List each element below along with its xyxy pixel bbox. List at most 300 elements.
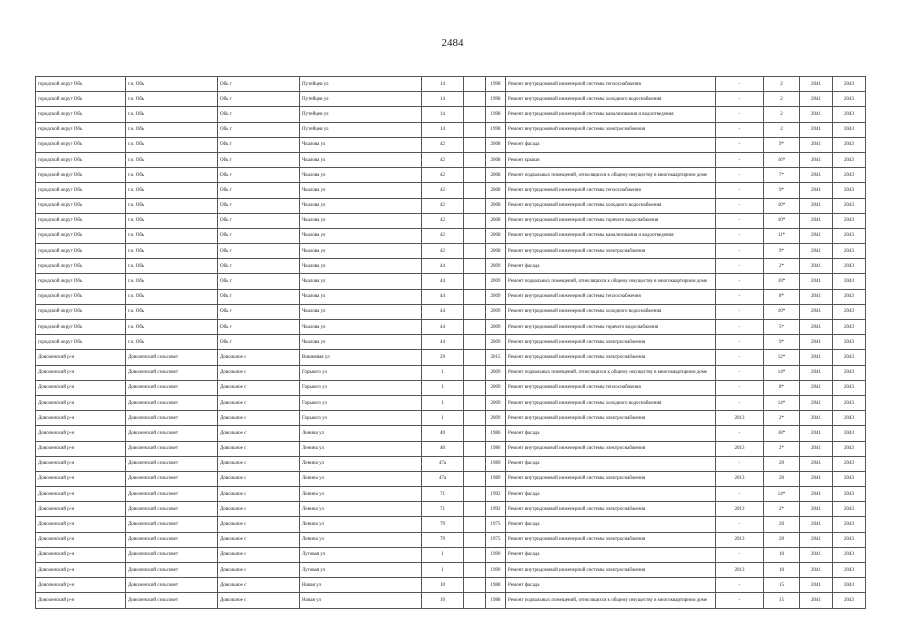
house-number-cell: 29 (422, 350, 464, 365)
building-cell (464, 563, 486, 578)
work-type-cell: Ремонт фасада (506, 456, 716, 471)
wear-cell: 10 (764, 563, 800, 578)
settlement-cell: Обь г (218, 213, 300, 228)
last-repair-year-cell: - (716, 547, 764, 562)
building-cell (464, 380, 486, 395)
settlement-cell: Обь г (218, 107, 300, 122)
municipality-cell: Доволенский сельсовет (126, 578, 218, 593)
district-cell: Доволенский р-н (36, 487, 126, 502)
end-year-cell: 2043 (833, 304, 866, 319)
wear-cell: 10* (764, 274, 800, 289)
last-repair-year-cell: 2013 (716, 441, 764, 456)
street-cell: Чкалова ул (300, 289, 422, 304)
settlement-cell: Довольное с (218, 441, 300, 456)
building-cell (464, 532, 486, 547)
start-year-cell: 2041 (800, 274, 833, 289)
work-type-cell: Ремонт фасада (506, 137, 716, 152)
house-number-cell: 71 (422, 502, 464, 517)
year-built-cell: 2008 (486, 168, 506, 183)
wear-cell: 2 (764, 77, 800, 92)
table-row (36, 183, 866, 198)
work-type-cell: Ремонт внутридомовой инженерной системы электроснабжения (506, 244, 716, 259)
street-cell: Ленина ул (300, 487, 422, 502)
street-cell: Новая ул (300, 578, 422, 593)
district-cell: городской округ Обь (36, 228, 126, 243)
year-built-cell: 2008 (486, 183, 506, 198)
district-cell: городской округ Обь (36, 92, 126, 107)
district-cell: Доволенский р-н (36, 532, 126, 547)
settlement-cell: Довольное с (218, 365, 300, 380)
end-year-cell: 2043 (833, 395, 866, 410)
district-cell: городской округ Обь (36, 137, 126, 152)
municipality-cell: г.о. Обь (126, 92, 218, 107)
building-cell (464, 593, 486, 608)
street-cell: Ленина ул (300, 441, 422, 456)
house-number-cell: 40 (422, 441, 464, 456)
wear-cell: 14* (764, 487, 800, 502)
start-year-cell: 2041 (800, 517, 833, 532)
end-year-cell: 2043 (833, 213, 866, 228)
municipality-cell: Доволенский сельсовет (126, 365, 218, 380)
table-body (36, 77, 866, 609)
house-number-cell: 42 (422, 137, 464, 152)
start-year-cell: 2041 (800, 77, 833, 92)
end-year-cell: 2043 (833, 502, 866, 517)
municipality-cell: Доволенский сельсовет (126, 395, 218, 410)
last-repair-year-cell: - (716, 578, 764, 593)
start-year-cell: 2041 (800, 350, 833, 365)
table-row (36, 563, 866, 578)
year-built-cell: 1998 (486, 92, 506, 107)
work-type-cell: Ремонт фасада (506, 426, 716, 441)
start-year-cell: 2041 (800, 228, 833, 243)
municipality-cell: г.о. Обь (126, 137, 218, 152)
municipality-cell: Доволенский сельсовет (126, 547, 218, 562)
settlement-cell: Обь г (218, 304, 300, 319)
district-cell: городской округ Обь (36, 335, 126, 350)
municipality-cell: г.о. Обь (126, 259, 218, 274)
end-year-cell: 2043 (833, 456, 866, 471)
house-number-cell: 1 (422, 380, 464, 395)
last-repair-year-cell: - (716, 259, 764, 274)
wear-cell: 9* (764, 335, 800, 350)
street-cell: Новая ул (300, 593, 422, 608)
municipality-cell: г.о. Обь (126, 228, 218, 243)
start-year-cell: 2041 (800, 183, 833, 198)
work-type-cell: Ремонт фасада (506, 547, 716, 562)
year-built-cell: 2009 (486, 304, 506, 319)
end-year-cell: 2043 (833, 92, 866, 107)
wear-cell: 12* (764, 350, 800, 365)
wear-cell: 2 (764, 122, 800, 137)
building-cell (464, 426, 486, 441)
municipality-cell: Доволенский сельсовет (126, 426, 218, 441)
settlement-cell: Обь г (218, 274, 300, 289)
year-built-cell: 2008 (486, 228, 506, 243)
start-year-cell: 2041 (800, 578, 833, 593)
table-row (36, 532, 866, 547)
street-cell: Чкалова ул (300, 183, 422, 198)
settlement-cell: Обь г (218, 137, 300, 152)
street-cell: Ленина ул (300, 456, 422, 471)
building-cell (464, 350, 486, 365)
work-type-cell: Ремонт подвальных помещений, относящихся к общему имуществу в многоквартирном доме (506, 274, 716, 289)
street-cell: Горького ул (300, 395, 422, 410)
year-built-cell: 2009 (486, 274, 506, 289)
year-built-cell: 2008 (486, 198, 506, 213)
district-cell: городской округ Обь (36, 152, 126, 167)
building-cell (464, 517, 486, 532)
building-cell (464, 198, 486, 213)
municipality-cell: г.о. Обь (126, 304, 218, 319)
start-year-cell: 2041 (800, 213, 833, 228)
street-cell: Ленина ул (300, 517, 422, 532)
street-cell: Путейцев ул (300, 77, 422, 92)
end-year-cell: 2043 (833, 77, 866, 92)
table-row (36, 502, 866, 517)
end-year-cell: 2043 (833, 380, 866, 395)
end-year-cell: 2043 (833, 137, 866, 152)
building-cell (464, 320, 486, 335)
year-built-cell: 2008 (486, 152, 506, 167)
start-year-cell: 2041 (800, 456, 833, 471)
settlement-cell: Обь г (218, 289, 300, 304)
table-row (36, 228, 866, 243)
end-year-cell: 2043 (833, 228, 866, 243)
table-row (36, 380, 866, 395)
wear-cell: 2 (764, 92, 800, 107)
year-built-cell: 2009 (486, 365, 506, 380)
repair-schedule-table (35, 76, 866, 609)
settlement-cell: Довольное с (218, 411, 300, 426)
settlement-cell: Обь г (218, 183, 300, 198)
street-cell: Путейцев ул (300, 122, 422, 137)
building-cell (464, 183, 486, 198)
year-built-cell: 1992 (486, 502, 506, 517)
table-row (36, 456, 866, 471)
building-cell (464, 168, 486, 183)
last-repair-year-cell: 2013 (716, 532, 764, 547)
district-cell: городской округ Обь (36, 213, 126, 228)
wear-cell: 20 (764, 517, 800, 532)
last-repair-year-cell: - (716, 456, 764, 471)
street-cell: Чкалова ул (300, 304, 422, 319)
house-number-cell: 14 (422, 77, 464, 92)
table-row (36, 244, 866, 259)
year-built-cell: 1990 (486, 563, 506, 578)
municipality-cell: Доволенский сельсовет (126, 411, 218, 426)
house-number-cell: 42 (422, 198, 464, 213)
work-type-cell: Ремонт подвальных помещений, относящихся к общему имуществу в многоквартирном доме (506, 168, 716, 183)
work-type-cell: Ремонт фасада (506, 517, 716, 532)
last-repair-year-cell: - (716, 487, 764, 502)
end-year-cell: 2043 (833, 487, 866, 502)
year-built-cell: 1998 (486, 122, 506, 137)
settlement-cell: Обь г (218, 77, 300, 92)
building-cell (464, 228, 486, 243)
building-cell (464, 502, 486, 517)
wear-cell: 10* (764, 198, 800, 213)
year-built-cell: 1986 (486, 441, 506, 456)
wear-cell: 10* (764, 213, 800, 228)
settlement-cell: Обь г (218, 152, 300, 167)
district-cell: городской округ Обь (36, 259, 126, 274)
wear-cell: 2* (764, 411, 800, 426)
street-cell: Чкалова ул (300, 274, 422, 289)
table-row (36, 517, 866, 532)
start-year-cell: 2041 (800, 304, 833, 319)
district-cell: Доволенский р-н (36, 517, 126, 532)
last-repair-year-cell: - (716, 183, 764, 198)
house-number-cell: 79 (422, 532, 464, 547)
municipality-cell: г.о. Обь (126, 320, 218, 335)
last-repair-year-cell: - (716, 77, 764, 92)
work-type-cell: Ремонт подвальных помещений, относящихся к общему имуществу в многоквартирном доме (506, 365, 716, 380)
start-year-cell: 2041 (800, 395, 833, 410)
wear-cell: 9* (764, 183, 800, 198)
year-built-cell: 2009 (486, 335, 506, 350)
table-row (36, 593, 866, 608)
start-year-cell: 2041 (800, 335, 833, 350)
start-year-cell: 2041 (800, 426, 833, 441)
table-row (36, 365, 866, 380)
wear-cell: 15 (764, 593, 800, 608)
house-number-cell: 1 (422, 395, 464, 410)
year-built-cell: 2009 (486, 395, 506, 410)
last-repair-year-cell: - (716, 213, 764, 228)
last-repair-year-cell: - (716, 228, 764, 243)
street-cell: Путейцев ул (300, 107, 422, 122)
street-cell: Чкалова ул (300, 198, 422, 213)
work-type-cell: Ремонт внутридомовой инженерной системы электроснабжения (506, 563, 716, 578)
last-repair-year-cell: - (716, 517, 764, 532)
start-year-cell: 2041 (800, 380, 833, 395)
last-repair-year-cell: - (716, 274, 764, 289)
table-row (36, 122, 866, 137)
settlement-cell: Довольное с (218, 517, 300, 532)
street-cell: Горького ул (300, 380, 422, 395)
house-number-cell: 42 (422, 183, 464, 198)
street-cell: Чкалова ул (300, 335, 422, 350)
house-number-cell: 42 (422, 228, 464, 243)
work-type-cell: Ремонт фасада (506, 259, 716, 274)
work-type-cell: Ремонт крыши (506, 152, 716, 167)
district-cell: городской округ Обь (36, 320, 126, 335)
year-built-cell: 2008 (486, 137, 506, 152)
end-year-cell: 2043 (833, 274, 866, 289)
house-number-cell: 40 (422, 426, 464, 441)
municipality-cell: Доволенский сельсовет (126, 441, 218, 456)
table-row (36, 289, 866, 304)
work-type-cell: Ремонт внутридомовой инженерной системы электроснабжения (506, 411, 716, 426)
municipality-cell: Доволенский сельсовет (126, 517, 218, 532)
work-type-cell: Ремонт внутридомовой инженерной системы теплоснабжения (506, 77, 716, 92)
year-built-cell: 2009 (486, 320, 506, 335)
work-type-cell: Ремонт внутридомовой инженерной системы горячего водоснабжения (506, 320, 716, 335)
year-built-cell: 1998 (486, 77, 506, 92)
street-cell: Чкалова ул (300, 244, 422, 259)
district-cell: Доволенский р-н (36, 456, 126, 471)
last-repair-year-cell: 2013 (716, 563, 764, 578)
street-cell: Ленина ул (300, 502, 422, 517)
municipality-cell: г.о. Обь (126, 274, 218, 289)
wear-cell: 7* (764, 168, 800, 183)
start-year-cell: 2041 (800, 152, 833, 167)
work-type-cell: Ремонт внутридомовой инженерной системы канализования и водоотведения (506, 107, 716, 122)
table-row (36, 137, 866, 152)
settlement-cell: Обь г (218, 198, 300, 213)
last-repair-year-cell: - (716, 350, 764, 365)
last-repair-year-cell: - (716, 107, 764, 122)
building-cell (464, 77, 486, 92)
house-number-cell: 44 (422, 304, 464, 319)
year-built-cell: 2008 (486, 244, 506, 259)
street-cell: Горького ул (300, 411, 422, 426)
house-number-cell: 47а (422, 471, 464, 486)
building-cell (464, 456, 486, 471)
building-cell (464, 441, 486, 456)
settlement-cell: Обь г (218, 259, 300, 274)
district-cell: городской округ Обь (36, 77, 126, 92)
table-row (36, 259, 866, 274)
street-cell: Луговая ул (300, 563, 422, 578)
settlement-cell: Обь г (218, 320, 300, 335)
wear-cell: 2* (764, 259, 800, 274)
house-number-cell: 47а (422, 456, 464, 471)
last-repair-year-cell: 2013 (716, 411, 764, 426)
settlement-cell: Обь г (218, 92, 300, 107)
wear-cell: 10 (764, 547, 800, 562)
table-row (36, 107, 866, 122)
house-number-cell: 42 (422, 152, 464, 167)
district-cell: Доволенский р-н (36, 426, 126, 441)
end-year-cell: 2043 (833, 532, 866, 547)
start-year-cell: 2041 (800, 563, 833, 578)
district-cell: Доволенский р-н (36, 502, 126, 517)
wear-cell: 11* (764, 228, 800, 243)
table-row (36, 335, 866, 350)
building-cell (464, 107, 486, 122)
street-cell: Луговая ул (300, 547, 422, 562)
district-cell: Доволенский р-н (36, 395, 126, 410)
municipality-cell: Доволенский сельсовет (126, 471, 218, 486)
settlement-cell: Обь г (218, 228, 300, 243)
street-cell: Чкалова ул (300, 228, 422, 243)
table-row (36, 395, 866, 410)
end-year-cell: 2043 (833, 244, 866, 259)
work-type-cell: Ремонт внутридомовой инженерной системы электроснабжения (506, 122, 716, 137)
table-row (36, 426, 866, 441)
start-year-cell: 2041 (800, 593, 833, 608)
last-repair-year-cell: - (716, 137, 764, 152)
district-cell: городской округ Обь (36, 107, 126, 122)
district-cell: городской округ Обь (36, 183, 126, 198)
end-year-cell: 2043 (833, 183, 866, 198)
building-cell (464, 395, 486, 410)
district-cell: городской округ Обь (36, 122, 126, 137)
building-cell (464, 274, 486, 289)
page-number: 2484 (441, 37, 464, 49)
wear-cell: 9* (764, 137, 800, 152)
start-year-cell: 2041 (800, 244, 833, 259)
house-number-cell: 44 (422, 335, 464, 350)
last-repair-year-cell: - (716, 92, 764, 107)
work-type-cell: Ремонт внутридомовой инженерной системы электроснабжения (506, 471, 716, 486)
district-cell: Доволенский р-н (36, 593, 126, 608)
table-row (36, 350, 866, 365)
work-type-cell: Ремонт внутридомовой инженерной системы холодного водоснабжения (506, 198, 716, 213)
wear-cell: 2 (764, 107, 800, 122)
wear-cell: 2* (764, 441, 800, 456)
table-row (36, 92, 866, 107)
house-number-cell: 79 (422, 517, 464, 532)
work-type-cell: Ремонт внутридомовой инженерной системы теплоснабжения (506, 289, 716, 304)
end-year-cell: 2043 (833, 350, 866, 365)
building-cell (464, 92, 486, 107)
work-type-cell: Ремонт внутридомовой инженерной системы электроснабжения (506, 350, 716, 365)
work-type-cell: Ремонт внутридомовой инженерной системы холодного водоснабжения (506, 92, 716, 107)
house-number-cell: 10 (422, 593, 464, 608)
last-repair-year-cell: - (716, 320, 764, 335)
work-type-cell: Ремонт внутридомовой инженерной системы канализования и водоотведения (506, 228, 716, 243)
end-year-cell: 2043 (833, 107, 866, 122)
last-repair-year-cell: - (716, 168, 764, 183)
municipality-cell: Доволенский сельсовет (126, 456, 218, 471)
start-year-cell: 2041 (800, 137, 833, 152)
work-type-cell: Ремонт фасада (506, 578, 716, 593)
municipality-cell: г.о. Обь (126, 152, 218, 167)
start-year-cell: 2041 (800, 122, 833, 137)
year-built-cell: 1975 (486, 532, 506, 547)
district-cell: Доволенский р-н (36, 350, 126, 365)
table-row (36, 547, 866, 562)
building-cell (464, 335, 486, 350)
municipality-cell: г.о. Обь (126, 183, 218, 198)
settlement-cell: Довольное с (218, 578, 300, 593)
last-repair-year-cell: - (716, 122, 764, 137)
year-built-cell: 1988 (486, 578, 506, 593)
municipality-cell: г.о. Обь (126, 244, 218, 259)
house-number-cell: 44 (422, 289, 464, 304)
street-cell: Ленина ул (300, 532, 422, 547)
district-cell: городской округ Обь (36, 168, 126, 183)
last-repair-year-cell: - (716, 335, 764, 350)
table-row (36, 274, 866, 289)
start-year-cell: 2041 (800, 365, 833, 380)
municipality-cell: г.о. Обь (126, 289, 218, 304)
end-year-cell: 2043 (833, 335, 866, 350)
wear-cell: 18* (764, 426, 800, 441)
street-cell: Чкалова ул (300, 213, 422, 228)
end-year-cell: 2043 (833, 320, 866, 335)
start-year-cell: 2041 (800, 471, 833, 486)
year-built-cell: 2009 (486, 289, 506, 304)
house-number-cell: 42 (422, 213, 464, 228)
start-year-cell: 2041 (800, 289, 833, 304)
building-cell (464, 411, 486, 426)
work-type-cell: Ремонт внутридомовой инженерной системы теплоснабжения (506, 380, 716, 395)
start-year-cell: 2041 (800, 320, 833, 335)
settlement-cell: Обь г (218, 122, 300, 137)
building-cell (464, 365, 486, 380)
start-year-cell: 2041 (800, 411, 833, 426)
table-row (36, 578, 866, 593)
building-cell (464, 289, 486, 304)
wear-cell: 8* (764, 380, 800, 395)
last-repair-year-cell: - (716, 289, 764, 304)
building-cell (464, 471, 486, 486)
work-type-cell: Ремонт фасада (506, 487, 716, 502)
